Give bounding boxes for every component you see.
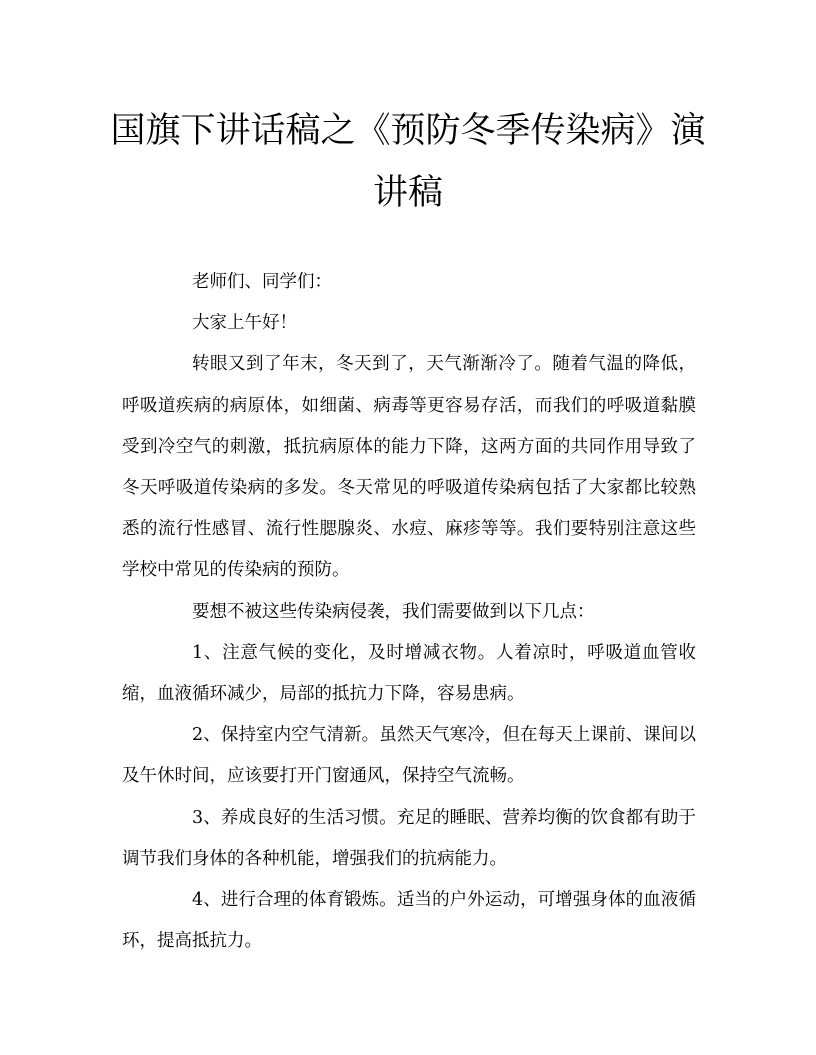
document-body: [122, 262, 696, 962]
list-item-2: 2、保持室内空气清新。虽然天气寒冷，但在每天上课前、课间以及午休时间，应该要打开门窗通风，保持空气流畅。: [122, 725, 696, 787]
salutation: 老师们、同学们：: [192, 272, 332, 292]
greeting: 大家上午好！: [192, 313, 297, 334]
paragraph-lead-in: 要想不被这些传染病侵袭，我们需要做到以下几点：: [192, 601, 595, 622]
list-item-3: 3、养成良好的生活习惯。充足的睡眠、营养均衡的饮食都有助于调节我们身体的各种机能，增强我们的抗病能力。: [122, 807, 696, 869]
list-item-4: 4、进行合理的体育锻炼。适当的户外运动，可增强身体的血液循环，提高抵抗力。: [122, 890, 696, 952]
document-title: 国旗下讲话稿之《预防冬季传染病》演讲稿: [110, 111, 706, 213]
paragraph-intro: 转眼又到了年末，冬天到了，天气渐渐冷了。随着气温的降低，呼吸道疾病的病原体，如细菌、病毒等更容易存活，而我们的呼吸道黏膜受到冷空气的刺激，抵抗病原体的能力下降，这两方面的共同作用导致了冬天呼吸道传染病的多发。冬天常见的呼吸道传染病包括了大家都比较熟悉的流行性感冒、流行性腮腺炎、水痘、麻疹等等。我们要特别注意这些学校中常见的传染病的预防。: [122, 354, 696, 581]
list-item-1: 1、注意气候的变化，及时增减衣物。人着凉时，呼吸道血管收缩，血液循环减少，局部的抵抗力下降，容易患病。: [122, 642, 696, 705]
